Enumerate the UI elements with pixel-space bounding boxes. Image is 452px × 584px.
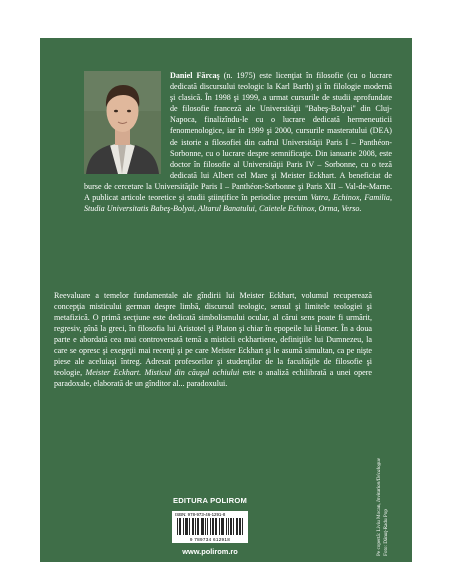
cover-art-title: Invitation/Décalogue xyxy=(376,457,382,502)
author-biography xyxy=(84,70,392,214)
isbn-barcode xyxy=(172,511,248,543)
book-description xyxy=(54,290,372,389)
barcode-icon xyxy=(176,518,244,535)
cover-art-credit xyxy=(376,457,383,556)
publisher-name: EDITURA POLIROM xyxy=(172,496,247,505)
author-name: Daniel Fărcaş xyxy=(170,71,220,80)
barcode-digits: 9 789734 612918 xyxy=(189,537,231,542)
book-title: Meister Eckhart. Misticul din căuşul ochiului xyxy=(85,368,240,377)
journal-list: Vatra, Echinox, Familia, Studia Universitatis Babeş-Bolyai, Altarul Banatului, Caietele Echinox, Orma, Verso. xyxy=(84,193,392,214)
author-bio-text: (n. 1975) este licenţiat în filosofie (cu o lucrare dedicată discursului teologic la Karl Barth) şi în filologie modernă şi clasică. În 1998 şi 1999, a urmat cursurile de studii aprofundate de filosofie franceză ale Universităţii "Babeş-Bolyai" din Cluj-Napoca, finalizîndu-le cu o lucrare dedicată hermeneuticii fenomenologice, iar în 1999 şi 2000, cursurile masteratului (DEA) de istorie a filosofiei din cadrul Universităţii Paris I – Panthéon-Sorbonne, cu o lucrare despre semnificaţie. Din ianuarie 2008, este doctor în filosofie al Universităţii Paris IV – Sorbonne, cu o teză dedicată lui Albert cel Mare şi Meister Eckhart. A beneficiat de burse de cercetare la Universităţile Paris I – Panthéon-Sorbonne şi Paris XII – Val-de-Marne. A publicat articole teoretice şi studii ştiinţifice în periodice precum xyxy=(84,71,393,203)
cover-credits-text xyxy=(376,457,389,556)
cover-art-credit-prefix: Pe copertă: Liviu Mocan, xyxy=(376,501,382,556)
isbn-number: ISBN: 978-973-46-1291-8 xyxy=(175,512,226,517)
description-text-2: este o analiză echilibrată a unei opere paradoxale, elaborată de un gînditor al... paradoxului. xyxy=(54,368,372,388)
back-cover-panel xyxy=(40,38,412,562)
publisher-website: www.polirom.ro xyxy=(182,547,238,556)
description-text-1: Reevaluare a temelor fundamentale ale gîndirii lui Meister Eckhart, volumul recuperează concepţia misticului german despre limbă, discursul teologic, sensul şi limitele teologiei şi metafizică. O primă secţiune este dedicată simbolismului ocular, al cărui sens poate fi urmărit, regresiv, pînă la greci, în filosofia lui Aristotel şi Platon şi chiar în epopeile lui Homer. În a doua parte e abordată cea mai controversată temă a misticii eckhartiene, definiţiile lui Dumnezeu, la care se opresc şi exegeţii mai recenţi şi pe care Meister Eckhart şi le asumă simultan, ca pe nişte piese ale aceluiaşi întreg. Adresat profesorilor şi studenţilor de la facultăţile de filosofie şi teologie, xyxy=(54,291,372,377)
photo-spacer xyxy=(84,70,170,177)
cover-credits xyxy=(376,457,406,556)
photo-credit: Foto: Dănuţ-Radu Pop xyxy=(382,509,389,556)
